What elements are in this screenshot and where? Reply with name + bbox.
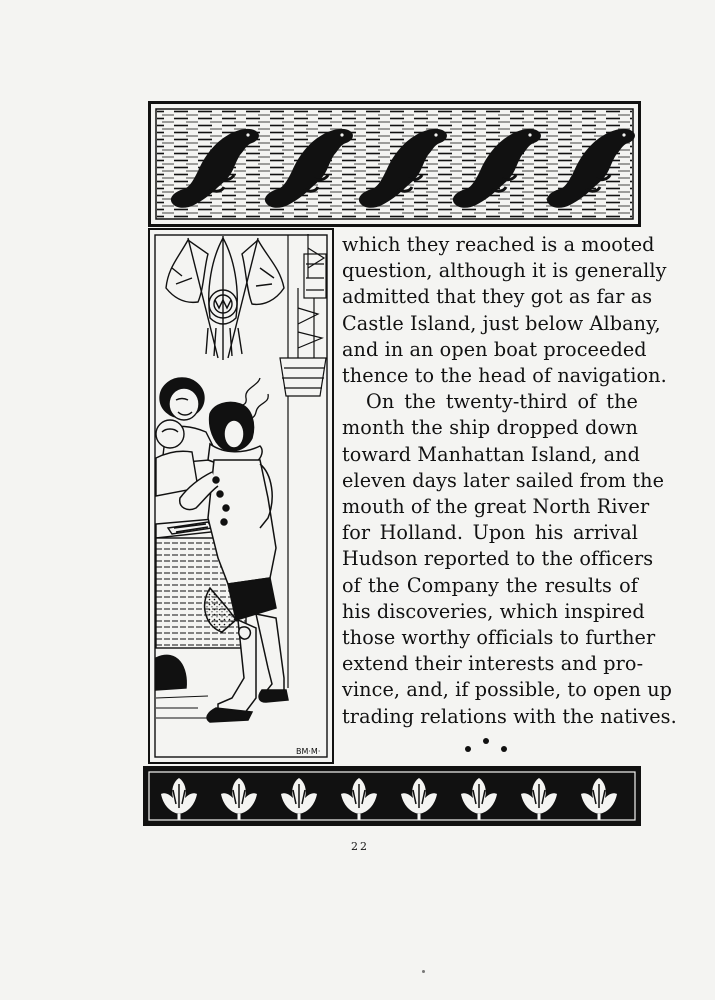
text-line: his discoveries, which inspired (342, 599, 645, 623)
body-text (342, 232, 677, 730)
text-line: extend their interests and pro- (342, 652, 644, 676)
page-number: 22 (351, 840, 369, 853)
text-line: vince, and, if possible, to open up (342, 678, 673, 702)
text-line: question, although it is generally (342, 259, 667, 283)
text-line: month the ship dropped down (342, 416, 638, 440)
text-line: trading relations with the natives. (342, 704, 677, 728)
text-line: thence to the head of navigation. (342, 364, 667, 388)
text-line: those worthy officials to further (342, 626, 656, 650)
text-line: and in an open boat proceeded (342, 337, 647, 361)
text-line: eleven days later sailed from the (342, 468, 665, 492)
illustration-signature: BM·M· (296, 747, 321, 756)
hudson-illustration (148, 228, 334, 764)
text-line: of the Company the results of (342, 573, 638, 597)
text-line: which they reached is a mooted (342, 233, 655, 256)
text-line: Castle Island, just below Albany, (342, 311, 661, 335)
text-line: toward Manhattan Island, and (342, 442, 640, 466)
three-dot-ornament-icon (458, 735, 514, 757)
text-line: mouth of the great North River (342, 495, 650, 519)
paper-speck (422, 970, 425, 973)
text-line: for Holland. Upon his arrival (342, 521, 638, 545)
text-line: Hudson reported to the officers (342, 547, 654, 571)
text-line: admitted that they got as far as (342, 285, 653, 309)
tulip-border (143, 766, 641, 826)
text-line: On the twenty-third of the (366, 390, 638, 414)
beaver-border (148, 101, 641, 227)
